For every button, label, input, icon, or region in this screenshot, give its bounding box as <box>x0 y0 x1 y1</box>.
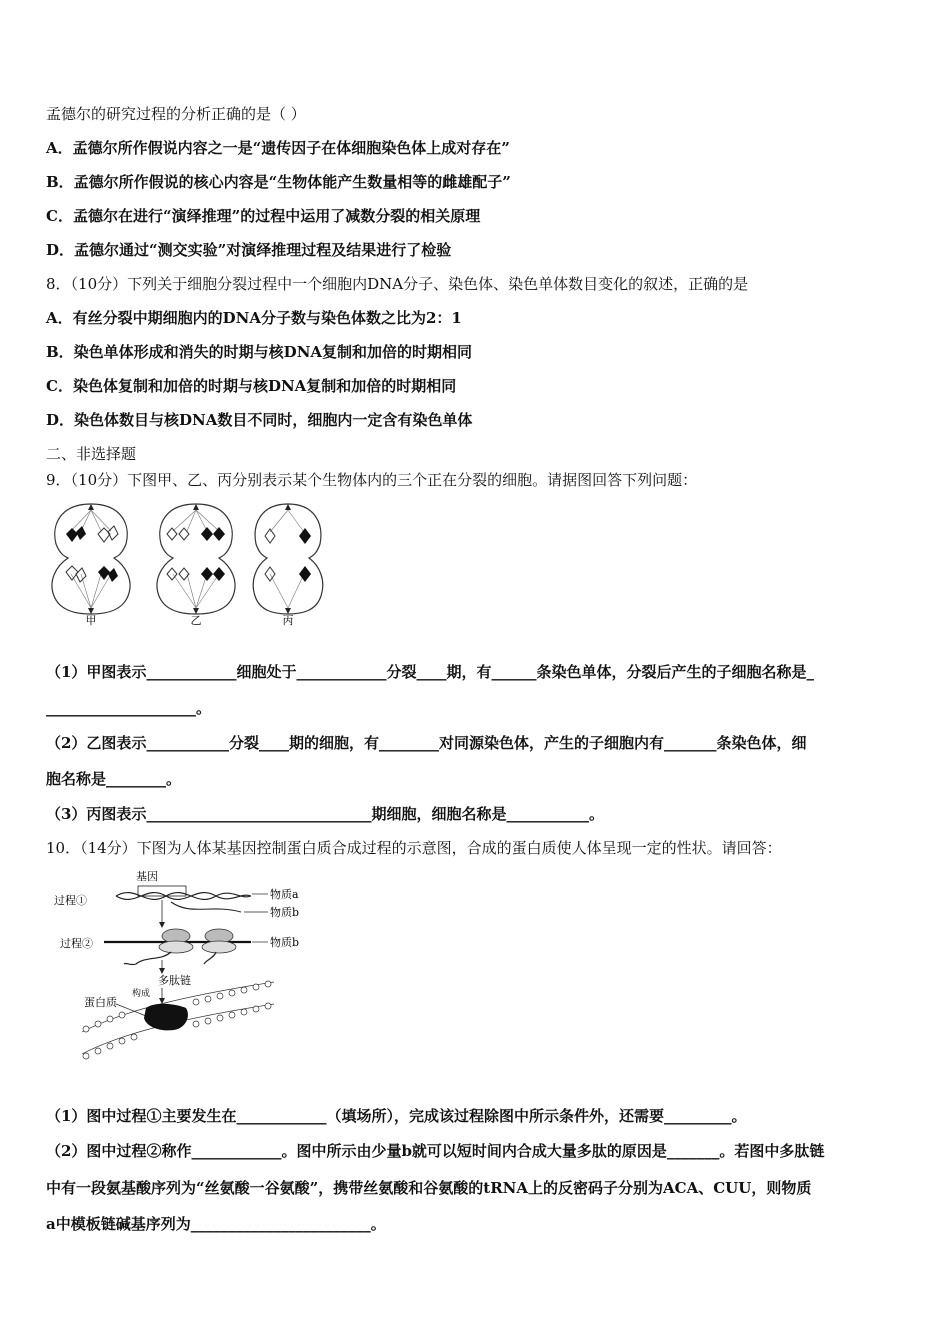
q7-option-d: D．孟德尔通过“测交实验”对演绎推理过程及结果进行了检验 <box>46 241 452 259</box>
label-gene: 基因 <box>136 870 158 883</box>
q8-option-b: B．染色单体形成和消失的时期与核DNA复制和加倍的时期相同 <box>46 343 473 361</box>
q9-item2-line1: （2）乙图表示___________分裂____期的细胞，有________对同源染色体，产生的子细胞内有_______条染色体，细 <box>46 734 807 752</box>
label-yi: 乙 <box>190 614 202 627</box>
label-matter-a: 物质a <box>270 888 299 901</box>
label-jia: 甲 <box>85 614 97 627</box>
q8-option-d: D．染色体数目与核DNA数目不同时，细胞内一定含有染色单体 <box>46 411 473 429</box>
q9-cell-figure <box>46 496 336 628</box>
q7-option-b: B．孟德尔所作假说的核心内容是“生物体能产生数量相等的雌雄配子” <box>46 173 511 191</box>
q7-option-a: A．孟德尔所作假说内容之一是“遗传因子在体细胞染色体上成对存在” <box>46 139 510 157</box>
q9-item2-line2: 胞名称是________。 <box>46 770 182 788</box>
label-process2: 过程② <box>60 937 93 950</box>
q7-option-c: C．孟德尔在进行“演绎推理”的过程中运用了减数分裂的相关原理 <box>46 207 481 225</box>
q8-option-c: C．染色体复制和加倍的时期与核DNA复制和加倍的时期相同 <box>46 377 457 395</box>
q10-item2-line3: a中模板链碱基序列为________________________。 <box>46 1215 386 1233</box>
q9-item3: （3）丙图表示______________________________期细胞，细胞名称是___________。 <box>46 805 604 823</box>
cell-yi <box>157 504 235 614</box>
q9-stem: 9．（10分）下图甲、乙、丙分别表示某个生物体内的三个正在分裂的细胞。请据图回答下列问题： <box>46 471 698 489</box>
label-constitute: 构成 <box>132 989 151 999</box>
q10-item2-line1: （2）图中过程②称作____________。图中所示由少量b就可以短时间内合成大量多肽的原因是_______。若图中多肽链 <box>46 1142 825 1160</box>
label-matter-b-1: 物质b <box>270 906 300 919</box>
label-protein: 蛋白质 <box>84 996 117 1009</box>
q8-option-a: A．有丝分裂中期细胞内的DNA分子数与染色体数之比为2：1 <box>46 309 462 327</box>
label-process1: 过程① <box>54 894 87 907</box>
cell-jia <box>52 504 130 614</box>
q9-item1-line2: ____________________。 <box>46 699 212 717</box>
label-matter-b-2: 物质b <box>270 936 300 949</box>
label-polypeptide: 多肽链 <box>158 974 191 987</box>
q10-stem: 10．（14分）下图为人体某基因控制蛋白质合成过程的示意图，合成的蛋白质使人体呈现一定的性状。请回答： <box>46 839 782 857</box>
section-heading: 二、非选择题 <box>46 445 137 463</box>
label-bing: 丙 <box>282 614 294 627</box>
q10-gene-expression-figure <box>46 866 300 1068</box>
cell-bing <box>253 504 323 614</box>
q10-item1: （1）图中过程①主要发生在____________（填场所），完成该过程除图中所示条件外，还需要_________。 <box>46 1107 747 1125</box>
q9-item1-line1: （1）甲图表示____________细胞处于____________分裂____期，有______条染色单体，分裂后产生的子细胞名称是_ <box>46 663 814 681</box>
q7-stem: 孟德尔的研究过程的分析正确的是（ ） <box>46 105 306 123</box>
q10-item2-line2: 中有一段氨基酸序列为“丝氨酸一谷氨酸”，携带丝氨酸和谷氨酸的tRNA上的反密码子分别为ACA、CUU，则物质 <box>46 1179 812 1197</box>
q8-stem: 8．（10分）下列关于细胞分裂过程中一个细胞内DNA分子、染色体、染色单体数目变化的叙述，正确的是 <box>46 275 749 293</box>
